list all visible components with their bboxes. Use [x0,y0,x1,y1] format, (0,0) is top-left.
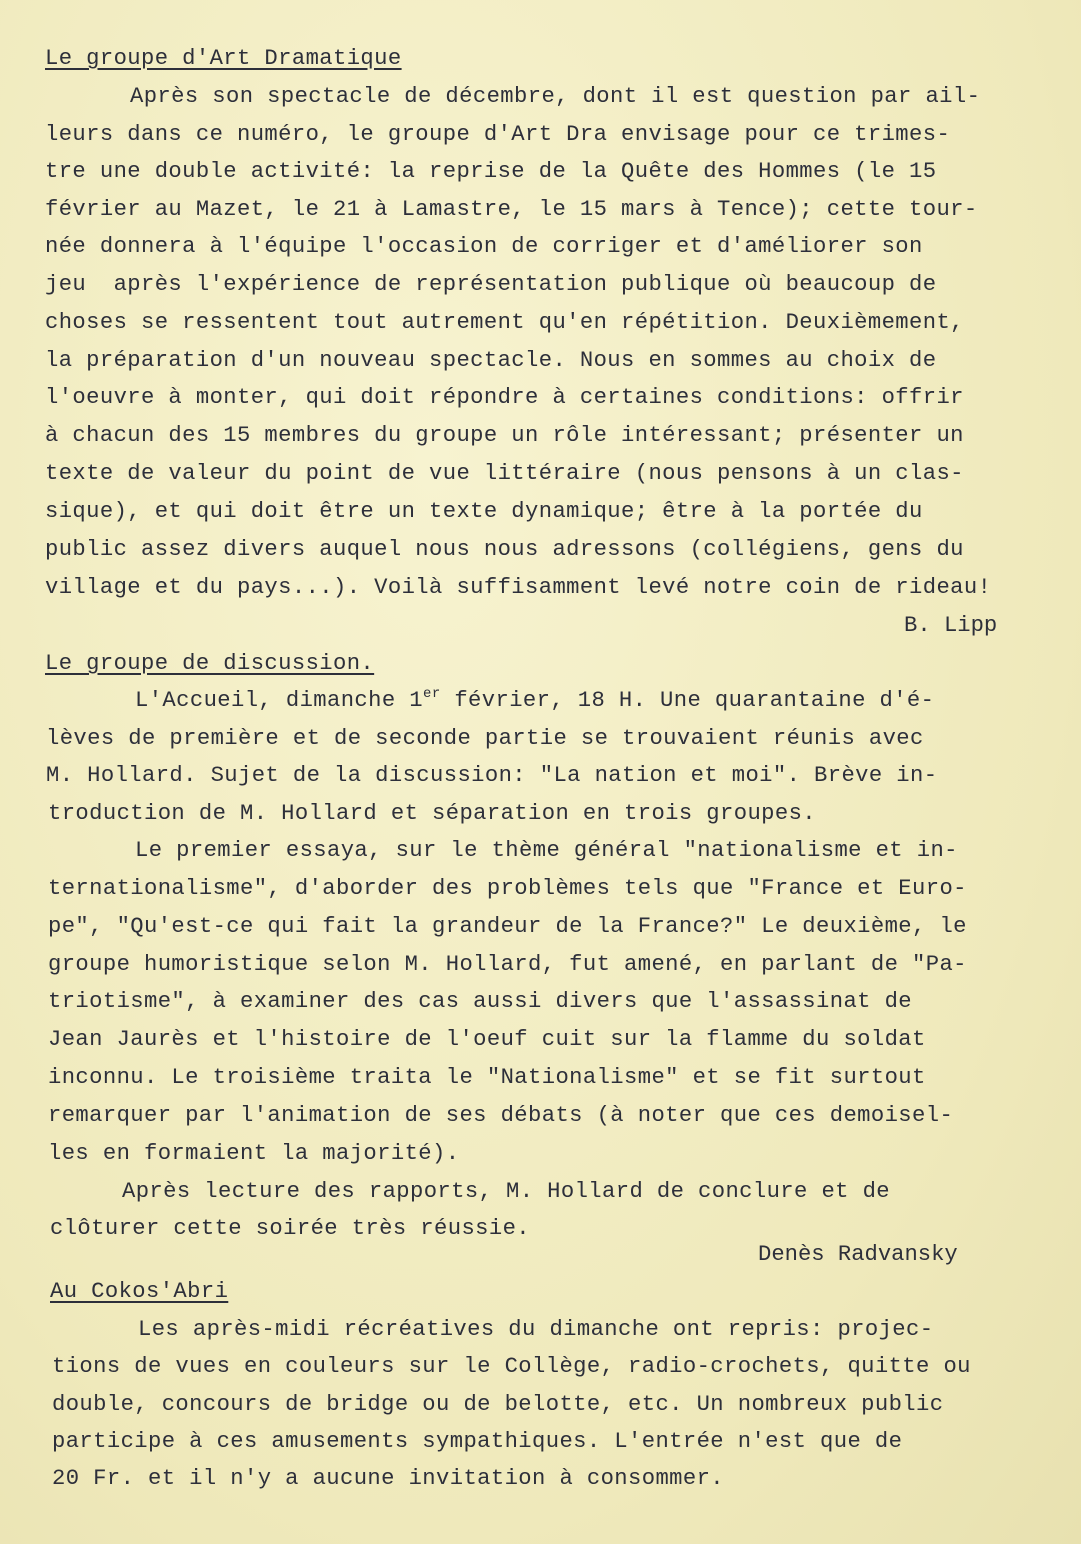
paragraph-line: Les après-midi récréatives du dimanche ont repris: projec- [138,1317,934,1342]
signature-denes-radvansky: Denès Radvansky [758,1242,958,1267]
line-start: L'Accueil, dimanche 1 [135,688,424,713]
paragraph-line: née donnera à l'équipe l'occasion de corriger et d'améliorer son [45,234,923,259]
paragraph-line: pe", "Qu'est-ce qui fait la grandeur de la France?" Le deuxième, le [48,914,967,939]
line-rest: février, 18 H. Une quarantaine d'é- [440,688,935,713]
paragraph-line: M. Hollard. Sujet de la discussion: "La nation et moi". Brève in- [46,763,938,788]
signature-b-lipp: B. Lipp [904,613,998,638]
paragraph-line: Après lecture des rapports, M. Hollard de conclure et de [122,1179,891,1204]
paragraph-line: tions de vues en couleurs sur le Collège, radio-crochets, quitte ou [52,1354,971,1379]
paragraph-line: double, concours de bridge ou de belotte, etc. Un nombreux public [52,1392,944,1417]
paragraph-line: groupe humoristique selon M. Hollard, fut amené, en parlant de "Pa- [48,952,967,977]
section-heading-art-dramatique: Le groupe d'Art Dramatique [45,46,402,71]
section-heading-discussion: Le groupe de discussion. [45,651,375,676]
paragraph-line: public assez divers auquel nous nous adressons (collégiens, gens du [45,537,964,562]
paragraph-line: inconnu. Le troisième traita le "Nationalisme" et se fit surtout [48,1065,926,1090]
paragraph-line: ternationalisme", d'aborder des problèmes tels que "France et Euro- [48,876,967,901]
paragraph-line: Le premier essaya, sur le thème général "nationalisme et in- [135,838,958,863]
paragraph-line: participe à ces amusements sympathiques. L'entrée n'est que de [52,1429,903,1454]
paragraph-line: les en formaient la majorité). [48,1141,460,1166]
paragraph-line: à chacun des 15 membres du groupe un rôle intéressant; présenter un [45,423,964,448]
paragraph-line: troduction de M. Hollard et séparation en trois groupes. [48,801,817,826]
paragraph-line: février au Mazet, le 21 à Lamastre, le 15 mars à Tence); cette tour- [45,197,978,222]
paragraph-line: jeu après l'expérience de représentation publique où beaucoup de [45,272,937,297]
paragraph-line: choses se ressentent tout autrement qu'en répétition. Deuxièmement, [45,310,964,335]
paragraph-line: Jean Jaurès et l'histoire de l'oeuf cuit sur la flamme du soldat [48,1027,926,1052]
superscript-er: er [423,686,441,702]
paragraph-line [135,686,934,716]
paragraph-line: remarquer par l'animation de ses débats (à noter que ces demoisel- [48,1103,954,1128]
paragraph-line: village et du pays...). Voilà suffisamment levé notre coin de rideau! [45,575,992,600]
paragraph-line: leurs dans ce numéro, le groupe d'Art Dra envisage pour ce trimes- [45,122,951,147]
paragraph-line: 20 Fr. et il n'y a aucune invitation à consommer. [52,1466,725,1491]
paragraph-line: tre une double activité: la reprise de la Quête des Hommes (le 15 [45,159,937,184]
paragraph-line: sique), et qui doit être un texte dynamique; être à la portée du [45,499,923,524]
paragraph-line: l'oeuvre à monter, qui doit répondre à certaines conditions: offrir [45,385,964,410]
paragraph-line: la préparation d'un nouveau spectacle. Nous en sommes au choix de [45,348,937,373]
paragraph-line: triotisme", à examiner des cas aussi divers que l'assassinat de [48,989,913,1014]
paragraph-line: lèves de première et de seconde partie se trouvaient réunis avec [46,726,924,751]
paragraph-line: texte de valeur du point de vue littéraire (nous pensons à un clas- [45,461,964,486]
paragraph-line: clôturer cette soirée très réussie. [50,1216,531,1241]
paragraph-line: Après son spectacle de décembre, dont il est question par ail- [130,84,981,109]
section-heading-cokos-abri: Au Cokos'Abri [50,1279,229,1304]
